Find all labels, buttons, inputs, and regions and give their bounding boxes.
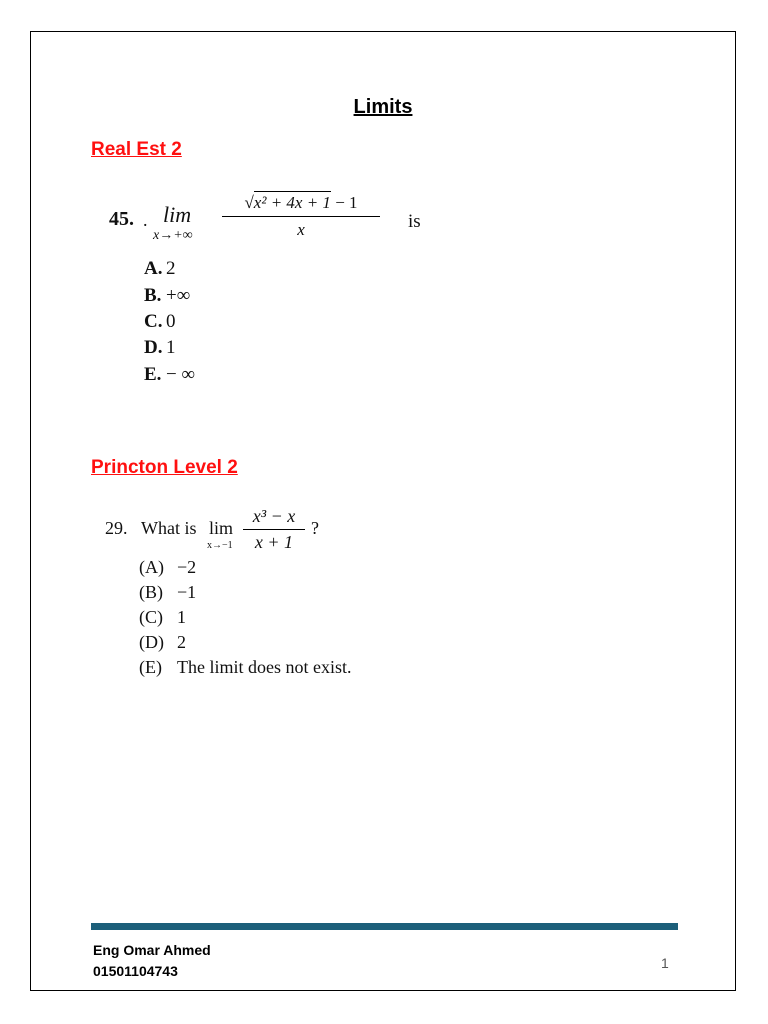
- lead-dots: .: [143, 210, 148, 230]
- page-number: 1: [661, 955, 669, 971]
- limit-fraction: [243, 506, 305, 553]
- page-title: Limits: [353, 96, 413, 118]
- footer-phone: 01501104743: [93, 963, 178, 979]
- footer-divider: [91, 923, 678, 930]
- fraction-numerator: x³ − x: [243, 506, 305, 530]
- numerator-tail: − 1: [330, 193, 358, 212]
- footer-author-name: Eng Omar Ahmed: [93, 942, 211, 958]
- question-number: 45.: [109, 208, 134, 230]
- question-trailer: is: [408, 211, 421, 232]
- document-page: [30, 31, 736, 991]
- lim-word: lim: [209, 518, 234, 538]
- lim-subscript: x→−1: [207, 540, 233, 551]
- option-b[interactable]: (B) −1: [139, 582, 197, 602]
- option-b[interactable]: B. +∞: [144, 285, 191, 306]
- option-d[interactable]: (D) 2: [139, 632, 186, 652]
- fraction-numerator: [222, 193, 380, 217]
- lim-subscript: x→+∞: [153, 228, 193, 243]
- question-trailer: ?: [311, 518, 319, 538]
- option-e[interactable]: E. − ∞: [144, 364, 196, 385]
- limit-fraction: [222, 193, 380, 240]
- question-prompt: What is: [141, 518, 197, 538]
- section-heading-real-est: Real Est 2: [91, 139, 182, 160]
- option-a[interactable]: A. 2: [144, 258, 176, 279]
- option-c[interactable]: C. 0: [144, 311, 176, 332]
- option-a[interactable]: (A) −2: [139, 557, 197, 577]
- fraction-denominator: x: [297, 220, 305, 239]
- fraction-denominator: x + 1: [254, 532, 294, 552]
- option-c[interactable]: (C) 1: [139, 607, 186, 627]
- question-number: 29.: [105, 518, 128, 538]
- sqrt-radicand: x² + 4x + 1: [253, 193, 331, 212]
- section-heading-princton: Princton Level 2: [91, 457, 238, 478]
- option-d[interactable]: D. 1: [144, 337, 176, 358]
- lim-word: lim: [163, 202, 192, 227]
- option-e[interactable]: (E) The limit does not exist.: [139, 657, 352, 677]
- sqrt-sign: √: [244, 193, 254, 212]
